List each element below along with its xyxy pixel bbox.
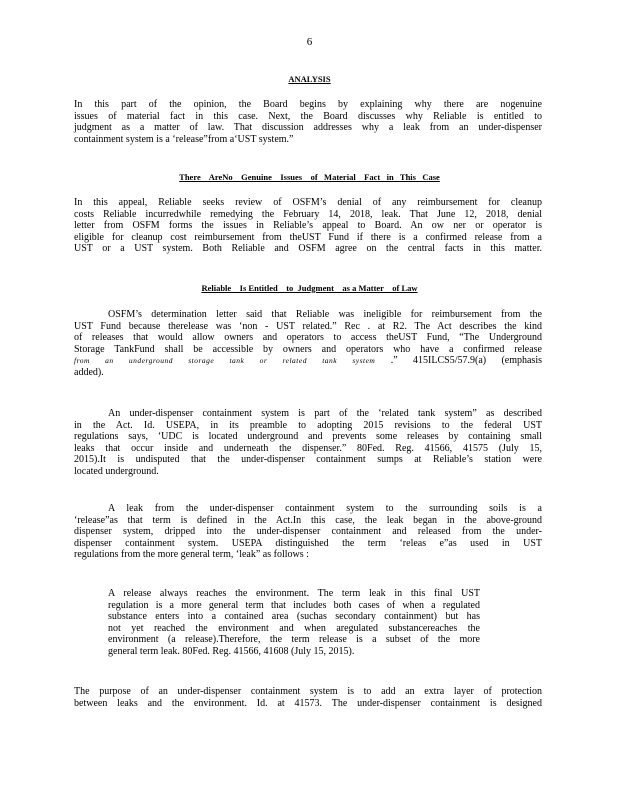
text-line: not yet reached the environment and when aregulated substancereaches the <box>108 622 480 634</box>
section-heading-entitled-to-judgment: Reliable Is Entitled to Judgment as a Matter of Law <box>201 283 418 293</box>
block-quote <box>108 588 480 658</box>
text-line: Storage TankFund shall be accessible by owners and operators who have a confirmed release <box>74 343 542 355</box>
text-line: A leak from the under-dispenser containment system to the surrounding soils is a <box>108 503 542 514</box>
text-line: dispenser containment system. USEPA distinguished the term ‘releas e”as used in UST <box>74 537 542 549</box>
section-heading-no-genuine-issues: There AreNo Genuine Issues of Material Fact in This Case <box>179 172 440 182</box>
text-line: judgment as a matter of law. That discussion addresses why a leak from an under-dispenser <box>74 122 542 134</box>
text-line: OSFM’s determination letter said that Reliable was ineligible for reimbursement from the <box>108 309 542 320</box>
text-line: In this appeal, Reliable seeks review of OSFM’s denial of any reimbursement for cleanup <box>74 197 542 208</box>
text-line <box>74 355 542 367</box>
purpose-paragraph <box>74 686 542 709</box>
text-line: A release always reaches the environment. The term leak in this final UST <box>108 588 480 599</box>
text-line: located underground. <box>74 465 159 477</box>
text-line: added). <box>74 366 104 378</box>
text-line: UST Fund because therelease was ‘non - UST related.” Rec . at R2. The Act describes the kind <box>74 320 542 332</box>
text-line: general term leak. 80Fed. Reg. 41566, 41608 (July 15, 2015). <box>108 645 355 657</box>
text-line: UST or a UST system. Both Reliable and OSFM agree on the central facts in this matter. <box>74 243 542 255</box>
appeal-paragraph <box>74 197 542 255</box>
text-line: in the Act. Id. USEPA, in its preamble to adopting 2015 revisions to the federal UST <box>74 419 542 431</box>
text-line: of releases that would allow owners and operators to access theUST Fund, “The Underground <box>74 332 542 344</box>
text-line: costs Reliable incurredwhile remedying the February 14, 2018, leak. That June 12, 2018, denial <box>74 208 542 220</box>
text-line: dispenser system, dripped into the under-dispenser containment and released from the under- <box>74 526 542 538</box>
text-line: regulations from the more general term, ‘leak” as follows : <box>74 549 309 561</box>
statute-citation: .” 415ILCS5/57.9(a) (emphasis <box>390 355 542 367</box>
text-line: ‘release”as that term is defined in the Act.In this case, the leak began in the above-ground <box>74 514 542 526</box>
text-line: between leaks and the environment. Id. at 41573. The under-dispenser containment is designed <box>74 697 542 709</box>
text-line: An under-dispenser containment system is part of the ‘related tank system” as described <box>108 408 542 419</box>
text-line: substance enters into a contained area (suchas secondary containment) but has <box>108 611 480 623</box>
text-line: issues of material fact in this case. Next, the Board discusses why Reliable is entitled to <box>74 110 542 122</box>
text-line: environment (a release).Therefore, the term release is a subset of the more <box>108 634 480 646</box>
text-line: 2015).It is undisputed that the under-dispenser containment sumps at Reliable’s station were <box>74 454 542 466</box>
text-line: regulations says, ‘UDC is located underground and prevents some releases by containing small <box>74 431 542 443</box>
text-line: In this part of the opinion, the Board begins by explaining why there are nogenuine <box>74 99 542 110</box>
under-dispenser-paragraph <box>74 408 542 478</box>
leak-release-paragraph <box>74 503 542 561</box>
determination-paragraph <box>74 309 542 379</box>
emphasized-quote: from an underground storage tank or related tank system <box>74 356 376 366</box>
page-number: 6 <box>306 36 313 48</box>
text-line: containment system is a ‘release”from a‘UST system.” <box>74 133 294 145</box>
text-line: letter from OSFM forms the issues in Reliable’s appeal to Board. An ow ner or operator is <box>74 220 542 232</box>
text-line: eligible for cleanup cost reimbursement from theUST Fund if there is a confirmed release from a <box>74 231 542 243</box>
text-line: regulation is a more general term that includes both cases of when a regulated <box>108 599 480 611</box>
text-line: leaks that occur inside and underneath the dispenser.” 80Fed. Reg. 41566, 41575 (July 15, <box>74 442 542 454</box>
text-line: The purpose of an under-dispenser containment system is to add an extra layer of protection <box>74 686 542 697</box>
analysis-heading: ANALYSIS <box>288 74 331 84</box>
intro-paragraph <box>74 99 542 145</box>
